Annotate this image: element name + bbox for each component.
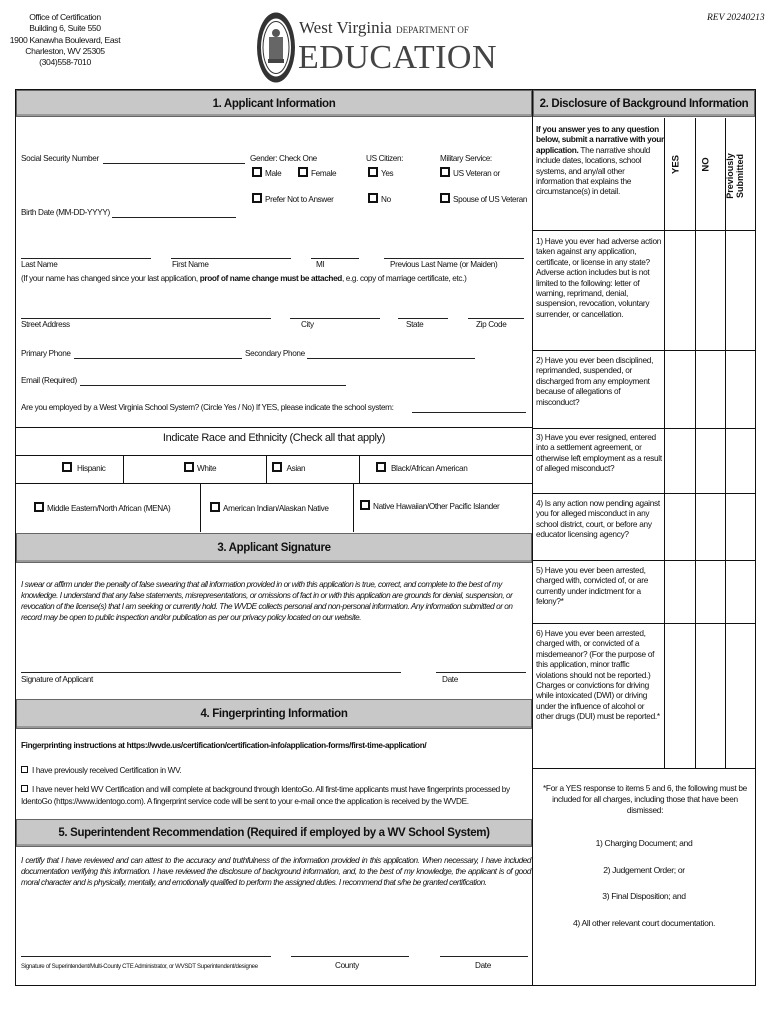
race-native-am-option[interactable]: [210, 502, 329, 513]
col-no-header: NO: [700, 157, 712, 172]
q1-yes-cell[interactable]: [665, 231, 695, 351]
race-hispanic-label: Hispanic: [76, 464, 106, 473]
hispanic-checkbox[interactable]: [62, 462, 72, 472]
county-field[interactable]: [291, 956, 409, 957]
race-cell-divider: [200, 484, 201, 532]
race-black-label: Black/African American: [390, 464, 468, 473]
logo-state-name: West Virginia: [299, 18, 392, 37]
q1-no-cell[interactable]: [696, 231, 725, 351]
office-name: Office of Certification: [29, 12, 101, 22]
citizen-label: US Citizen:: [366, 154, 404, 163]
white-checkbox[interactable]: [184, 462, 194, 472]
hawaiian-checkbox[interactable]: [360, 500, 370, 510]
birth-label: Birth Date (MM-DD-YYYY): [21, 208, 110, 217]
race-white-label: White: [197, 464, 217, 473]
veteran-checkbox[interactable]: [440, 167, 450, 177]
state-field[interactable]: [398, 318, 448, 319]
doc-3: 3) Final Disposition; and: [602, 891, 686, 901]
superintendent-signature-field[interactable]: [21, 956, 271, 957]
prev-name-label: Previous Last Name (or Maiden): [390, 260, 498, 269]
fingerprint-opt1[interactable]: [21, 766, 181, 775]
male-checkbox[interactable]: [252, 167, 262, 177]
gender-label: Gender: Check One: [250, 154, 317, 163]
primary-phone-label: Primary Phone: [21, 349, 71, 358]
last-name-field[interactable]: [21, 258, 151, 259]
col-yes-header: YES: [670, 155, 682, 175]
race-mena-option[interactable]: [34, 502, 170, 513]
zip-field[interactable]: [468, 318, 524, 319]
grid-line: [533, 768, 755, 769]
office-phone: (304)558-7010: [39, 57, 91, 68]
question-5: 5) Have you ever been arrested, charged with, convicted of, or are currently under indictment for a felony?*: [536, 565, 649, 607]
mi-label: MI: [316, 260, 325, 269]
logo-dept: DEPARTMENT OF: [396, 25, 469, 35]
logo-education: EDUCATION: [298, 39, 498, 76]
seal-icon: [256, 11, 296, 84]
doc-1: 1) Charging Document; and: [595, 838, 693, 848]
question-6: 6) Have you ever been arrested, charged with, or convicted of a misdemeanor? (For the purpose of this application, minor traffic violations should not be reported.) Charges or convictions for driving while intoxicated (DWI) or driving under the influence of alcohol or other drugs (DUI) must be reported.*: [536, 628, 660, 722]
fingerprint-opt2[interactable]: [21, 784, 531, 808]
col-prev-header: [725, 141, 745, 211]
section2-title: 2. Disclosure of Background Information: [533, 90, 755, 117]
race-hispanic-option[interactable]: [62, 462, 106, 473]
applicant-date-field[interactable]: [436, 672, 526, 673]
superintendent-date-field[interactable]: [440, 956, 528, 957]
first-name-field[interactable]: [171, 258, 291, 259]
military-spouse-label: Spouse of US Veteran: [453, 195, 528, 204]
secondary-phone-field[interactable]: [307, 358, 475, 359]
doc-2: 2) Judgement Order; or: [603, 865, 685, 875]
race-title: Indicate Race and Ethnicity (Check all that apply): [162, 432, 386, 444]
ssn-label: Social Security Number: [21, 154, 99, 163]
answer-cells: [665, 231, 755, 768]
citizen-yes-label: Yes: [381, 169, 394, 178]
state-label: State: [406, 320, 424, 329]
race-white-option[interactable]: [184, 462, 216, 473]
applicant-signature-field[interactable]: [21, 672, 401, 673]
military-veteran-label: US Veteran or: [453, 169, 500, 178]
birth-field[interactable]: [112, 217, 236, 218]
street-label: Street Address: [21, 320, 70, 329]
school-system-field[interactable]: [412, 412, 526, 413]
section3-title: 3. Applicant Signature: [16, 533, 532, 563]
race-hawaiian-label: Native Hawaiian/Other Pacific Islander: [373, 502, 500, 511]
name-change-note: [21, 274, 466, 283]
email-field[interactable]: [80, 385, 346, 386]
employed-question: Are you employed by a West Virginia School System? (Circle Yes / No) If YES, please indicate the school system:: [21, 403, 394, 412]
race-cell-divider: [266, 456, 267, 483]
citizen-yes-option[interactable]: [368, 167, 393, 178]
fingerprint-instructions: Fingerprinting instructions at https://wvde.us/certification/certification-info/application-forms/first-time-application/: [21, 741, 427, 750]
race-asian-option[interactable]: [272, 462, 305, 473]
gender-prefer-label: Prefer Not to Answer: [265, 195, 334, 204]
race-cell-divider: [359, 456, 360, 483]
col-prev-line1: Previously: [725, 153, 735, 199]
secondary-phone-label: Secondary Phone: [245, 349, 305, 358]
revision: REV 20240213: [707, 13, 765, 23]
name-change-a: (If your name has changed since your last application,: [21, 274, 198, 283]
race-cell-divider: [123, 456, 124, 483]
prefer-not-checkbox[interactable]: [252, 193, 262, 203]
q1-prev-cell[interactable]: [726, 231, 755, 351]
mi-field[interactable]: [311, 258, 359, 259]
gender-female-option[interactable]: [298, 167, 336, 178]
first-name-label: First Name: [172, 260, 209, 269]
race-asian-label: Asian: [286, 464, 306, 473]
military-veteran-option[interactable]: [440, 167, 500, 178]
military-label: Military Service:: [440, 154, 492, 163]
gender-male-label: Male: [265, 169, 282, 178]
spouse-checkbox[interactable]: [440, 193, 450, 203]
gender-male-option[interactable]: [252, 167, 281, 178]
city-field[interactable]: [290, 318, 380, 319]
citizen-no-checkbox[interactable]: [368, 193, 378, 203]
citizen-yes-checkbox[interactable]: [368, 167, 378, 177]
logo-state: [299, 18, 469, 38]
gender-female-label: Female: [311, 169, 337, 178]
gender-prefer-option[interactable]: [252, 193, 334, 204]
city-label: City: [301, 320, 314, 329]
intro-bold: If you answer yes to any question below, submit a narrative with your application.: [536, 124, 664, 155]
doc-4: 4) All other relevant court documentation.: [573, 918, 715, 928]
wv-seal-logo: [256, 11, 296, 84]
col-prev-line2: Submitted: [735, 154, 745, 198]
superintendent-sig-label: Signature of Superintendent/Multi-County CTE Administrator, or WVSDT Superintendent/designee: [21, 963, 258, 970]
ssn-field[interactable]: [103, 163, 245, 164]
section1-title: 1. Applicant Information: [16, 90, 532, 117]
race-hawaiian-option[interactable]: [360, 500, 499, 511]
last-name-label: Last Name: [21, 260, 58, 269]
office-city: Charleston, WV 25305: [25, 45, 105, 56]
mena-checkbox[interactable]: [34, 502, 44, 512]
fingerprint-opt2-label: I have never held WV Certification and will complete at background through IdentoGo. All first-time applicants must have fingerprints processed by IdentoGo (https://www.identogo.com). A fingerprint service code will be sent to your e-mail once the application is received by the WVDE.: [21, 785, 510, 806]
primary-phone-field[interactable]: [74, 358, 242, 359]
office-address: [6, 12, 124, 68]
question-3: 3) Have you ever resigned, entered into a settlement agreement, or otherwise left employment as a result of alleged misconduct?: [536, 432, 662, 474]
race-mena-label: Middle Eastern/North African (MENA): [47, 504, 171, 513]
section5-title: 5. Superintendent Recommendation (Required if employed by a WV School System): [16, 819, 532, 847]
office-building: Building 6, Suite 550: [29, 23, 101, 34]
question-4: 4) Is any action now pending against you for alleged misconduct in any school district, court, or before any educator licensing agency?: [536, 498, 660, 540]
zip-label: Zip Code: [476, 320, 507, 329]
oath-text: I swear or affirm under the penalty of false swearing that all information provided in or with this application is true, correct, and complete to the best of my knowledge. I understand that any false statements, misrepresentations, or omissions of fact in or with this application are grounds for denial, suspension, or revocation of the license(s) that I am seeking or currently hold. The WVDE collects personal and non-personal information. Any information submitted or on record may be open to public inspection and/or publication as per our privacy policy located on our website.: [21, 580, 513, 622]
office-street: 1900 Kanawha Boulevard, East: [9, 34, 121, 45]
black-checkbox[interactable]: [376, 462, 386, 472]
race-divider-top: [16, 427, 532, 428]
citizen-no-option[interactable]: [368, 193, 391, 204]
asian-checkbox[interactable]: [272, 462, 282, 472]
race-black-option[interactable]: [376, 462, 467, 473]
name-change-c: , e.g. copy of marriage certificate, etc.): [341, 274, 467, 283]
prev-name-field[interactable]: [384, 258, 524, 259]
email-label: Email (Required): [21, 376, 77, 385]
county-label: County: [335, 961, 359, 970]
female-checkbox[interactable]: [298, 167, 308, 177]
question-2: 2) Have you ever been disciplined, reprimanded, suspended, or discharged from any employment because of allegations of misconduct?: [536, 355, 654, 407]
section4-title: 4. Fingerprinting Information: [16, 699, 532, 729]
native-am-checkbox[interactable]: [210, 502, 220, 512]
military-spouse-option[interactable]: [440, 193, 527, 204]
fingerprint-opt1-label: I have previously received Certification in WV.: [32, 766, 182, 775]
disclosure-intro: [536, 124, 664, 197]
applicant-sig-label: Signature of Applicant: [21, 675, 93, 684]
superintendent-cert: I certify that I have reviewed and can attest to the accuracy and truthfulness of the information provided in this application. When necessary, I have included documentation verifying this information. I have reviewed the disclosure of background information, and, to the best of my knowledge, the applicant is of good moral character and is physically, mentally, and emotionally qualified to perform the assigned duties. I recommend that s/he be granted certification.: [21, 856, 531, 887]
race-native-am-label: American Indian/Alaskan Native: [223, 504, 329, 513]
superintendent-date-label: Date: [475, 961, 491, 970]
name-change-b: proof of name change must be attached: [199, 274, 342, 283]
street-field[interactable]: [21, 318, 271, 319]
never-certified-checkbox[interactable]: [21, 785, 28, 792]
applicant-date-label: Date: [442, 675, 458, 684]
race-cell-divider: [353, 484, 354, 532]
question-1: 1) Have you ever had adverse action taken against any application, certificate, or license in any state? Adverse action includes but is not limited to the following: letter of warning, reprimand, denial, suspension, revocation, voluntary surrender, or cancellation.: [536, 236, 662, 319]
disclosure-footnote: *For a YES response to items 5 and 6, the following must be included for all charges, including those that have been dismissed:: [543, 783, 747, 815]
citizen-no-label: No: [381, 195, 391, 204]
previously-certified-checkbox[interactable]: [21, 766, 28, 773]
intro-rest: The narrative should include dates, locations, school systems, and any/all other information that explains the circumstance(s) in detail.: [536, 144, 650, 197]
